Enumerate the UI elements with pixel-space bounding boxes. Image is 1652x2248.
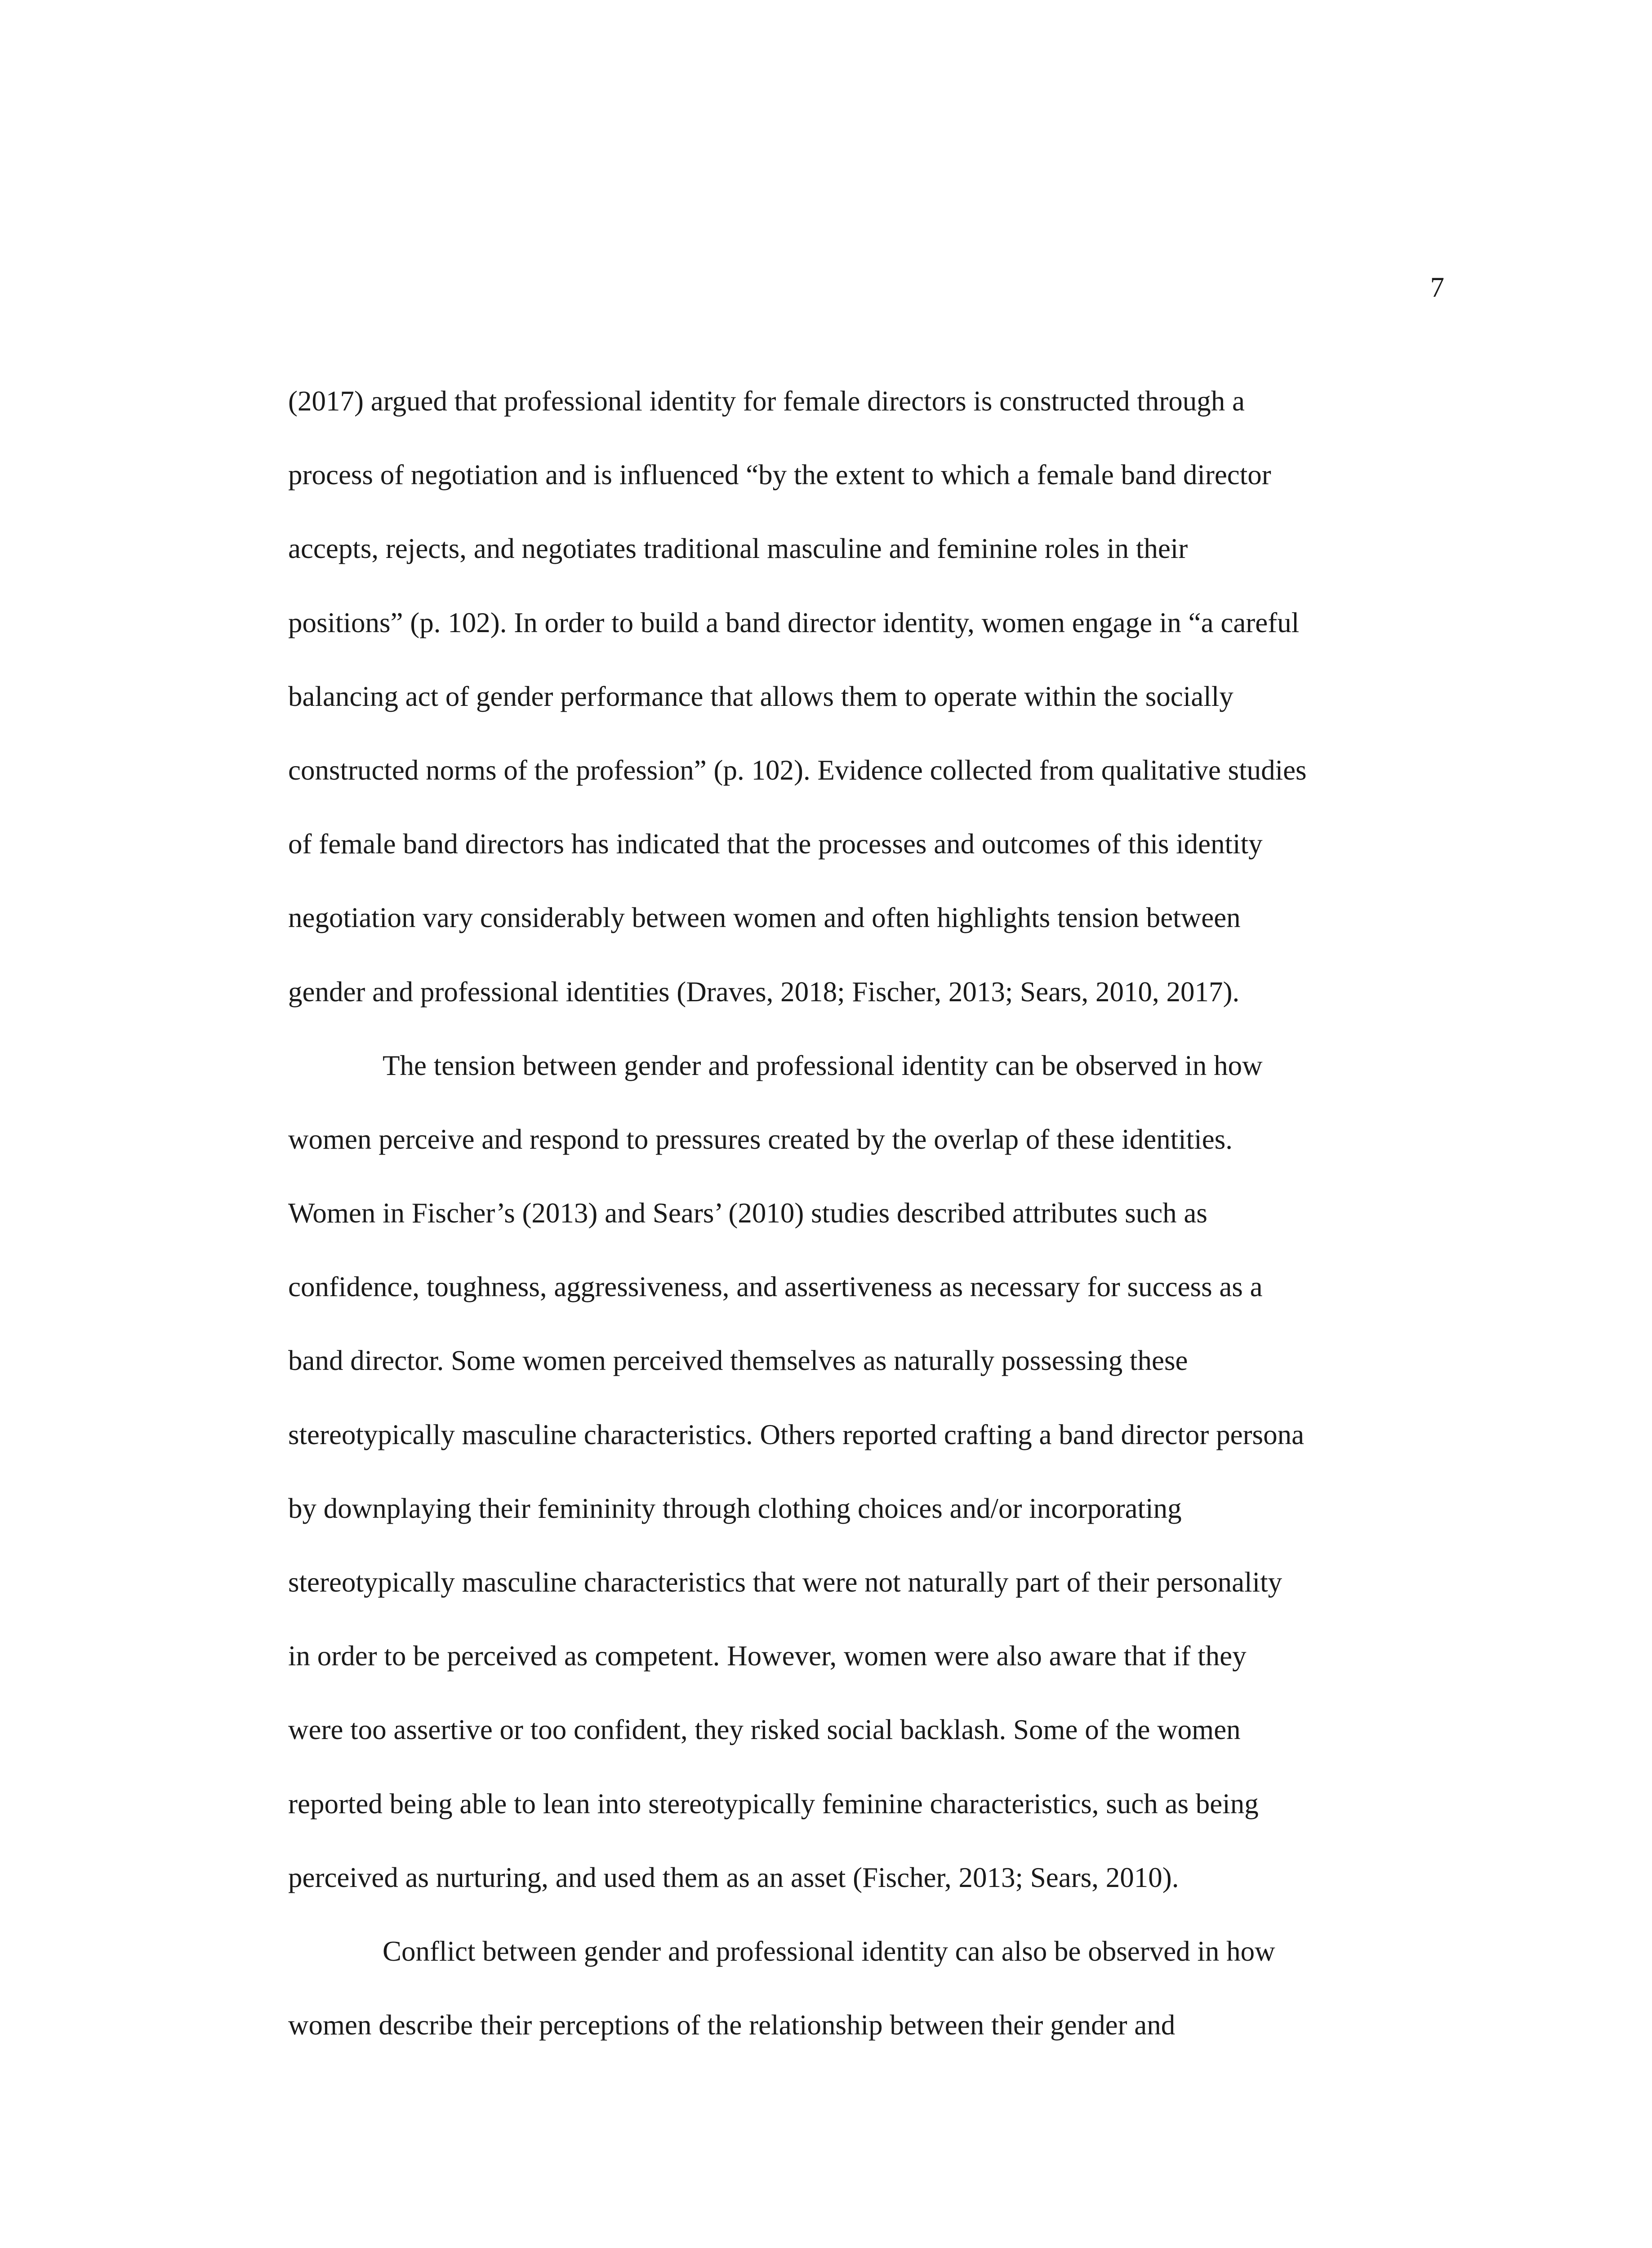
text-line: negotiation vary considerably between women and often highlights tension between xyxy=(288,902,1241,934)
page-number: 7 xyxy=(1430,272,1444,303)
text-line: accepts, rejects, and negotiates traditional masculine and feminine roles in their xyxy=(288,533,1188,565)
text-line: positions” (p. 102). In order to build a band director identity, women engage in “a careful xyxy=(288,607,1300,638)
text-line: balancing act of gender performance that allows them to operate within the socially xyxy=(288,680,1233,712)
text-line: of female band directors has indicated that the processes and outcomes of this identity xyxy=(288,828,1263,860)
text-line: Women in Fischer’s (2013) and Sears’ (2010) studies described attributes such as xyxy=(288,1197,1207,1229)
text-line: perceived as nurturing, and used them as an asset (Fischer, 2013; Sears, 2010). xyxy=(288,1861,1179,1893)
text-line: stereotypically masculine characteristics that were not naturally part of their personality xyxy=(288,1566,1282,1598)
text-line: in order to be perceived as competent. However, women were also aware that if they xyxy=(288,1640,1247,1672)
text-line: confidence, toughness, aggressiveness, and assertiveness as necessary for success as a xyxy=(288,1271,1263,1303)
text-line: band director. Some women perceived themselves as naturally possessing these xyxy=(288,1345,1188,1377)
text-line: The tension between gender and professional identity can be observed in how xyxy=(383,1049,1263,1081)
text-line: stereotypically masculine characteristics. Others reported crafting a band director persona xyxy=(288,1418,1305,1450)
text-line: Conflict between gender and professional identity can also be observed in how xyxy=(383,1935,1275,1967)
text-line: women perceive and respond to pressures created by the overlap of these identities. xyxy=(288,1123,1233,1155)
text-line: by downplaying their femininity through clothing choices and/or incorporating xyxy=(288,1492,1182,1524)
text-line: gender and professional identities (Draves, 2018; Fischer, 2013; Sears, 2010, 2017). xyxy=(288,976,1240,1008)
text-line: process of negotiation and is influenced “by the extent to which a female band director xyxy=(288,459,1271,491)
text-line: were too assertive or too confident, they risked social backlash. Some of the women xyxy=(288,1714,1241,1746)
text-line: (2017) argued that professional identity for female directors is constructed through a xyxy=(288,385,1245,417)
body-text xyxy=(288,364,1446,2062)
text-line: reported being able to lean into stereotypically feminine characteristics, such as being xyxy=(288,1788,1259,1820)
text-line: women describe their perceptions of the relationship between their gender and xyxy=(288,2009,1176,2041)
text-line: constructed norms of the profession” (p. 102). Evidence collected from qualitative studies xyxy=(288,754,1307,786)
